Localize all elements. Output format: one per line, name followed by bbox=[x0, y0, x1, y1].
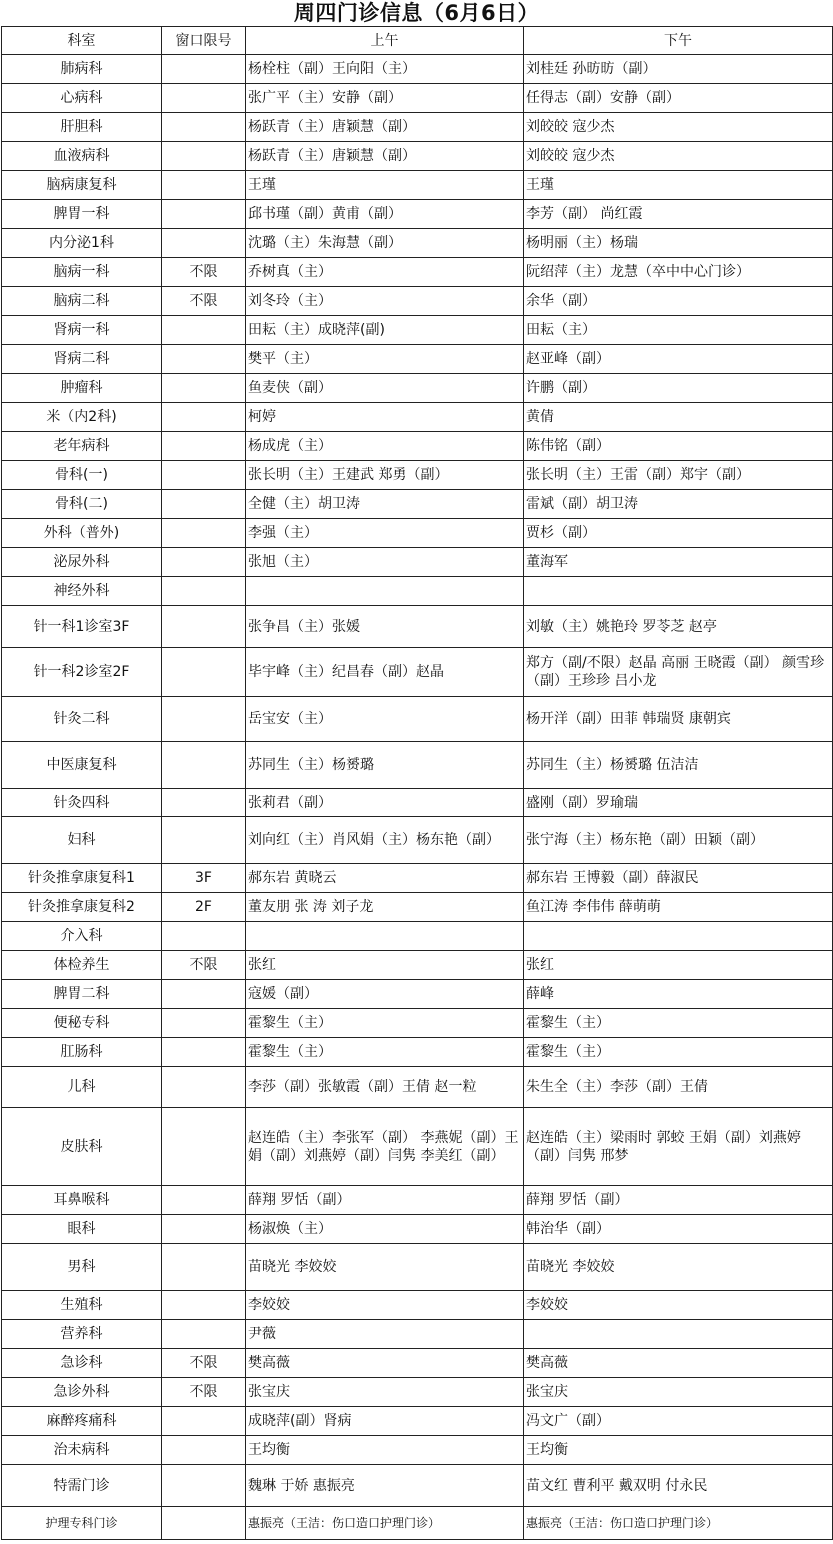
window-limit-cell bbox=[162, 345, 246, 374]
morning-doctors-cell: 杨跃青（主）唐颖慧（副） bbox=[246, 142, 524, 171]
afternoon-doctors-cell: 王均衡 bbox=[524, 1436, 833, 1465]
afternoon-doctors-cell: 杨明丽（主）杨瑞 bbox=[524, 229, 833, 258]
department-cell: 针灸推拿康复科1 bbox=[2, 864, 162, 893]
morning-doctors-cell: 樊平（主） bbox=[246, 345, 524, 374]
table-row bbox=[2, 817, 833, 864]
morning-doctors-cell: 魏琳 于娇 惠振亮 bbox=[246, 1465, 524, 1507]
afternoon-doctors-cell: 张宝庆 bbox=[524, 1378, 833, 1407]
table-row bbox=[2, 742, 833, 789]
afternoon-doctors-cell: 张宁海（主）杨东艳（副）田颖（副） bbox=[524, 817, 833, 864]
morning-doctors-cell: 张争昌（主）张媛 bbox=[246, 606, 524, 648]
department-cell: 急诊外科 bbox=[2, 1378, 162, 1407]
afternoon-doctors-cell: 鱼江涛 李伟伟 薛萌萌 bbox=[524, 893, 833, 922]
afternoon-doctors-cell: 朱生全（主）李莎（副）王倩 bbox=[524, 1067, 833, 1108]
department-cell: 介入科 bbox=[2, 922, 162, 951]
window-limit-cell bbox=[162, 922, 246, 951]
table-row bbox=[2, 1244, 833, 1291]
afternoon-doctors-cell: 张长明（主）王雷（副）郑宇（副） bbox=[524, 461, 833, 490]
window-limit-cell bbox=[162, 490, 246, 519]
table-row bbox=[2, 1108, 833, 1186]
table-row bbox=[2, 1009, 833, 1038]
morning-doctors-cell: 惠振亮（王洁：伤口造口护理门诊） bbox=[246, 1507, 524, 1540]
department-cell: 老年病科 bbox=[2, 432, 162, 461]
afternoon-doctors-cell: 王瑾 bbox=[524, 171, 833, 200]
window-limit-cell bbox=[162, 229, 246, 258]
morning-doctors-cell: 张莉君（副） bbox=[246, 789, 524, 817]
afternoon-doctors-cell: 田耘（主） bbox=[524, 316, 833, 345]
window-limit-cell bbox=[162, 980, 246, 1009]
morning-doctors-cell: 田耘（主）成晓萍(副) bbox=[246, 316, 524, 345]
window-limit-cell bbox=[162, 403, 246, 432]
department-cell: 儿科 bbox=[2, 1067, 162, 1108]
morning-doctors-cell: 杨栓柱（副）王向阳（主） bbox=[246, 55, 524, 84]
window-limit-cell bbox=[162, 577, 246, 606]
department-cell: 脑病一科 bbox=[2, 258, 162, 287]
department-cell: 急诊科 bbox=[2, 1349, 162, 1378]
morning-doctors-cell: 成晓萍(副）肾病 bbox=[246, 1407, 524, 1436]
department-cell: 肿瘤科 bbox=[2, 374, 162, 403]
department-cell: 治未病科 bbox=[2, 1436, 162, 1465]
table-row bbox=[2, 55, 833, 84]
table-row bbox=[2, 113, 833, 142]
window-limit-cell bbox=[162, 374, 246, 403]
morning-doctors-cell bbox=[246, 922, 524, 951]
window-limit-cell bbox=[162, 113, 246, 142]
morning-doctors-cell: 张长明（主）王建武 郑勇（副） bbox=[246, 461, 524, 490]
afternoon-doctors-cell: 樊高薇 bbox=[524, 1349, 833, 1378]
afternoon-doctors-cell: 李姣姣 bbox=[524, 1291, 833, 1320]
morning-doctors-cell: 樊高薇 bbox=[246, 1349, 524, 1378]
table-row bbox=[2, 1215, 833, 1244]
department-cell: 心病科 bbox=[2, 84, 162, 113]
afternoon-doctors-cell: 赵连皓（主）梁雨时 郭蛟 王娟（副）刘燕婷（副）闫隽 邢梦 bbox=[524, 1108, 833, 1186]
window-limit-cell bbox=[162, 1009, 246, 1038]
department-cell: 肾病二科 bbox=[2, 345, 162, 374]
table-row bbox=[2, 316, 833, 345]
window-limit-cell bbox=[162, 742, 246, 789]
window-limit-cell bbox=[162, 548, 246, 577]
department-cell: 针一科2诊室2F bbox=[2, 648, 162, 697]
department-cell: 耳鼻喉科 bbox=[2, 1186, 162, 1215]
window-limit-cell bbox=[162, 1067, 246, 1108]
morning-doctors-cell: 杨淑焕（主） bbox=[246, 1215, 524, 1244]
page-title: 周四门诊信息（6月6日） bbox=[293, 1, 540, 25]
morning-doctors-cell: 刘冬玲（主） bbox=[246, 287, 524, 316]
morning-doctors-cell: 尹薇 bbox=[246, 1320, 524, 1349]
window-limit-cell bbox=[162, 817, 246, 864]
table-row bbox=[2, 171, 833, 200]
header-afternoon: 下午 bbox=[524, 27, 833, 55]
afternoon-doctors-cell bbox=[524, 577, 833, 606]
table-row bbox=[2, 1465, 833, 1507]
window-limit-cell bbox=[162, 1407, 246, 1436]
afternoon-doctors-cell: 苏同生（主）杨赟璐 伍洁洁 bbox=[524, 742, 833, 789]
afternoon-doctors-cell: 郝东岩 王博毅（副）薛淑民 bbox=[524, 864, 833, 893]
afternoon-doctors-cell: 黄倩 bbox=[524, 403, 833, 432]
table-row bbox=[2, 1067, 833, 1108]
afternoon-doctors-cell: 余华（副） bbox=[524, 287, 833, 316]
department-cell: 针灸推拿康复科2 bbox=[2, 893, 162, 922]
window-limit-cell bbox=[162, 461, 246, 490]
morning-doctors-cell: 杨成虎（主） bbox=[246, 432, 524, 461]
window-limit-cell bbox=[162, 789, 246, 817]
morning-doctors-cell: 寇媛（副） bbox=[246, 980, 524, 1009]
afternoon-doctors-cell: 惠振亮（王洁：伤口造口护理门诊） bbox=[524, 1507, 833, 1540]
table-row bbox=[2, 951, 833, 980]
afternoon-doctors-cell: 许鹏（副） bbox=[524, 374, 833, 403]
window-limit-cell bbox=[162, 519, 246, 548]
afternoon-doctors-cell: 盛刚（副）罗瑜瑞 bbox=[524, 789, 833, 817]
morning-doctors-cell: 沈璐（主）朱海慧（副） bbox=[246, 229, 524, 258]
table-row bbox=[2, 1186, 833, 1215]
morning-doctors-cell: 岳宝安（主） bbox=[246, 697, 524, 742]
clinic-schedule-table bbox=[1, 26, 833, 1540]
table-row bbox=[2, 1436, 833, 1465]
afternoon-doctors-cell: 杨开洋（副）田菲 韩瑞贤 康朝宾 bbox=[524, 697, 833, 742]
header-morning: 上午 bbox=[246, 27, 524, 55]
window-limit-cell bbox=[162, 171, 246, 200]
afternoon-doctors-cell: 董海军 bbox=[524, 548, 833, 577]
window-limit-cell: 不限 bbox=[162, 287, 246, 316]
afternoon-doctors-cell: 刘敏（主）姚艳玲 罗苓芝 赵亭 bbox=[524, 606, 833, 648]
afternoon-doctors-cell: 贾杉（副） bbox=[524, 519, 833, 548]
afternoon-doctors-cell: 薛翔 罗恬（副） bbox=[524, 1186, 833, 1215]
morning-doctors-cell: 李姣姣 bbox=[246, 1291, 524, 1320]
window-limit-cell bbox=[162, 84, 246, 113]
afternoon-doctors-cell: 刘皎皎 寇少杰 bbox=[524, 142, 833, 171]
department-cell: 针灸二科 bbox=[2, 697, 162, 742]
morning-doctors-cell: 柯婷 bbox=[246, 403, 524, 432]
window-limit-cell bbox=[162, 1291, 246, 1320]
table-row bbox=[2, 1407, 833, 1436]
table-row bbox=[2, 1349, 833, 1378]
morning-doctors-cell: 杨跃青（主）唐颖慧（副） bbox=[246, 113, 524, 142]
morning-doctors-cell: 赵连皓（主）李张军（副） 李燕妮（副）王娟（副）刘燕婷（副）闫隽 李美红（副） bbox=[246, 1108, 524, 1186]
afternoon-doctors-cell: 霍黎生（主） bbox=[524, 1038, 833, 1067]
department-cell: 血液病科 bbox=[2, 142, 162, 171]
table-row bbox=[2, 1378, 833, 1407]
window-limit-cell bbox=[162, 432, 246, 461]
department-cell: 骨科(一) bbox=[2, 461, 162, 490]
window-limit-cell bbox=[162, 1108, 246, 1186]
window-limit-cell bbox=[162, 1038, 246, 1067]
department-cell: 脾胃一科 bbox=[2, 200, 162, 229]
afternoon-doctors-cell: 任得志（副）安静（副） bbox=[524, 84, 833, 113]
morning-doctors-cell: 毕宇峰（主）纪昌春（副）赵晶 bbox=[246, 648, 524, 697]
window-limit-cell bbox=[162, 606, 246, 648]
window-limit-cell bbox=[162, 1215, 246, 1244]
morning-doctors-cell: 刘向红（主）肖风娟（主）杨东艳（副） bbox=[246, 817, 524, 864]
morning-doctors-cell bbox=[246, 577, 524, 606]
morning-doctors-cell: 王瑾 bbox=[246, 171, 524, 200]
table-row bbox=[2, 697, 833, 742]
department-cell: 骨科(二) bbox=[2, 490, 162, 519]
morning-doctors-cell: 霍黎生（主） bbox=[246, 1038, 524, 1067]
window-limit-cell bbox=[162, 1507, 246, 1540]
header-department: 科室 bbox=[2, 27, 162, 55]
morning-doctors-cell: 张红 bbox=[246, 951, 524, 980]
table-row bbox=[2, 461, 833, 490]
department-cell: 肾病一科 bbox=[2, 316, 162, 345]
morning-doctors-cell: 张宝庆 bbox=[246, 1378, 524, 1407]
department-cell: 肛肠科 bbox=[2, 1038, 162, 1067]
table-row bbox=[2, 1038, 833, 1067]
afternoon-doctors-cell: 赵亚峰（副） bbox=[524, 345, 833, 374]
department-cell: 皮肤科 bbox=[2, 1108, 162, 1186]
afternoon-doctors-cell bbox=[524, 1320, 833, 1349]
afternoon-doctors-cell: 郑方（副/不限）赵晶 高丽 王晓霞（副） 颜雪珍（副）王珍珍 吕小龙 bbox=[524, 648, 833, 697]
department-cell: 神经外科 bbox=[2, 577, 162, 606]
window-limit-cell: 不限 bbox=[162, 1349, 246, 1378]
table-row bbox=[2, 1320, 833, 1349]
department-cell: 麻醉疼痛科 bbox=[2, 1407, 162, 1436]
table-row bbox=[2, 229, 833, 258]
window-limit-cell bbox=[162, 1465, 246, 1507]
window-limit-cell bbox=[162, 200, 246, 229]
morning-doctors-cell: 邱书瑾（副）黄甫（副） bbox=[246, 200, 524, 229]
window-limit-cell bbox=[162, 648, 246, 697]
table-row bbox=[2, 789, 833, 817]
window-limit-cell: 2F bbox=[162, 893, 246, 922]
afternoon-doctors-cell bbox=[524, 922, 833, 951]
header-window-limit: 窗口限号 bbox=[162, 27, 246, 55]
afternoon-doctors-cell: 薛峰 bbox=[524, 980, 833, 1009]
morning-doctors-cell: 薛翔 罗恬（副） bbox=[246, 1186, 524, 1215]
department-cell: 便秘专科 bbox=[2, 1009, 162, 1038]
morning-doctors-cell: 全健（主）胡卫涛 bbox=[246, 490, 524, 519]
afternoon-doctors-cell: 张红 bbox=[524, 951, 833, 980]
afternoon-doctors-cell: 霍黎生（主） bbox=[524, 1009, 833, 1038]
table-row bbox=[2, 864, 833, 893]
department-cell: 泌尿外科 bbox=[2, 548, 162, 577]
table-row bbox=[2, 258, 833, 287]
department-cell: 内分泌1科 bbox=[2, 229, 162, 258]
morning-doctors-cell: 苏同生（主）杨赟璐 bbox=[246, 742, 524, 789]
morning-doctors-cell: 张广平（主）安静（副） bbox=[246, 84, 524, 113]
window-limit-cell bbox=[162, 316, 246, 345]
window-limit-cell bbox=[162, 1320, 246, 1349]
window-limit-cell bbox=[162, 1244, 246, 1291]
table-row bbox=[2, 648, 833, 697]
morning-doctors-cell: 乔树真（主） bbox=[246, 258, 524, 287]
afternoon-doctors-cell: 冯文广（副） bbox=[524, 1407, 833, 1436]
table-row bbox=[2, 548, 833, 577]
table-row bbox=[2, 432, 833, 461]
department-cell: 肺病科 bbox=[2, 55, 162, 84]
table-row bbox=[2, 142, 833, 171]
department-cell: 针灸四科 bbox=[2, 789, 162, 817]
morning-doctors-cell: 郝东岩 黄晓云 bbox=[246, 864, 524, 893]
table-row bbox=[2, 980, 833, 1009]
table-row bbox=[2, 606, 833, 648]
department-cell: 营养科 bbox=[2, 1320, 162, 1349]
header-row bbox=[2, 27, 833, 55]
table-row bbox=[2, 403, 833, 432]
window-limit-cell: 不限 bbox=[162, 951, 246, 980]
table-row bbox=[2, 577, 833, 606]
morning-doctors-cell: 李莎（副）张敏霞（副）王倩 赵一粒 bbox=[246, 1067, 524, 1108]
department-cell: 护理专科门诊 bbox=[2, 1507, 162, 1540]
department-cell: 眼科 bbox=[2, 1215, 162, 1244]
department-cell: 外科（普外) bbox=[2, 519, 162, 548]
morning-doctors-cell: 鱼麦侠（副） bbox=[246, 374, 524, 403]
window-limit-cell bbox=[162, 1436, 246, 1465]
window-limit-cell bbox=[162, 142, 246, 171]
window-limit-cell bbox=[162, 55, 246, 84]
table-row bbox=[2, 922, 833, 951]
table-row bbox=[2, 345, 833, 374]
department-cell: 脑病二科 bbox=[2, 287, 162, 316]
table-row bbox=[2, 1291, 833, 1320]
afternoon-doctors-cell: 苗晓光 李姣姣 bbox=[524, 1244, 833, 1291]
window-limit-cell bbox=[162, 1186, 246, 1215]
department-cell: 妇科 bbox=[2, 817, 162, 864]
department-cell: 脾胃二科 bbox=[2, 980, 162, 1009]
table-row bbox=[2, 893, 833, 922]
afternoon-doctors-cell: 阮绍萍（主）龙慧（卒中中心门诊） bbox=[524, 258, 833, 287]
window-limit-cell: 不限 bbox=[162, 258, 246, 287]
table-row bbox=[2, 84, 833, 113]
department-cell: 米（内2科) bbox=[2, 403, 162, 432]
afternoon-doctors-cell: 陈伟铭（副） bbox=[524, 432, 833, 461]
morning-doctors-cell: 苗晓光 李姣姣 bbox=[246, 1244, 524, 1291]
window-limit-cell: 3F bbox=[162, 864, 246, 893]
morning-doctors-cell: 张旭（主） bbox=[246, 548, 524, 577]
window-limit-cell: 不限 bbox=[162, 1378, 246, 1407]
table-row bbox=[2, 287, 833, 316]
morning-doctors-cell: 王均衡 bbox=[246, 1436, 524, 1465]
afternoon-doctors-cell: 韩治华（副） bbox=[524, 1215, 833, 1244]
table-row bbox=[2, 519, 833, 548]
department-cell: 脑病康复科 bbox=[2, 171, 162, 200]
department-cell: 针一科1诊室3F bbox=[2, 606, 162, 648]
table-row bbox=[2, 374, 833, 403]
department-cell: 体检养生 bbox=[2, 951, 162, 980]
morning-doctors-cell: 董友朋 张 涛 刘子龙 bbox=[246, 893, 524, 922]
department-cell: 特需门诊 bbox=[2, 1465, 162, 1507]
table-row bbox=[2, 200, 833, 229]
afternoon-doctors-cell: 李芳（副） 尚红霞 bbox=[524, 200, 833, 229]
afternoon-doctors-cell: 苗文红 曹利平 戴双明 付永民 bbox=[524, 1465, 833, 1507]
department-cell: 肝胆科 bbox=[2, 113, 162, 142]
morning-doctors-cell: 李强（主） bbox=[246, 519, 524, 548]
department-cell: 中医康复科 bbox=[2, 742, 162, 789]
table-row bbox=[2, 490, 833, 519]
morning-doctors-cell: 霍黎生（主） bbox=[246, 1009, 524, 1038]
afternoon-doctors-cell: 刘桂廷 孙昉昉（副） bbox=[524, 55, 833, 84]
afternoon-doctors-cell: 刘皎皎 寇少杰 bbox=[524, 113, 833, 142]
afternoon-doctors-cell: 雷斌（副）胡卫涛 bbox=[524, 490, 833, 519]
department-cell: 生殖科 bbox=[2, 1291, 162, 1320]
department-cell: 男科 bbox=[2, 1244, 162, 1291]
window-limit-cell bbox=[162, 697, 246, 742]
table-row bbox=[2, 1507, 833, 1540]
